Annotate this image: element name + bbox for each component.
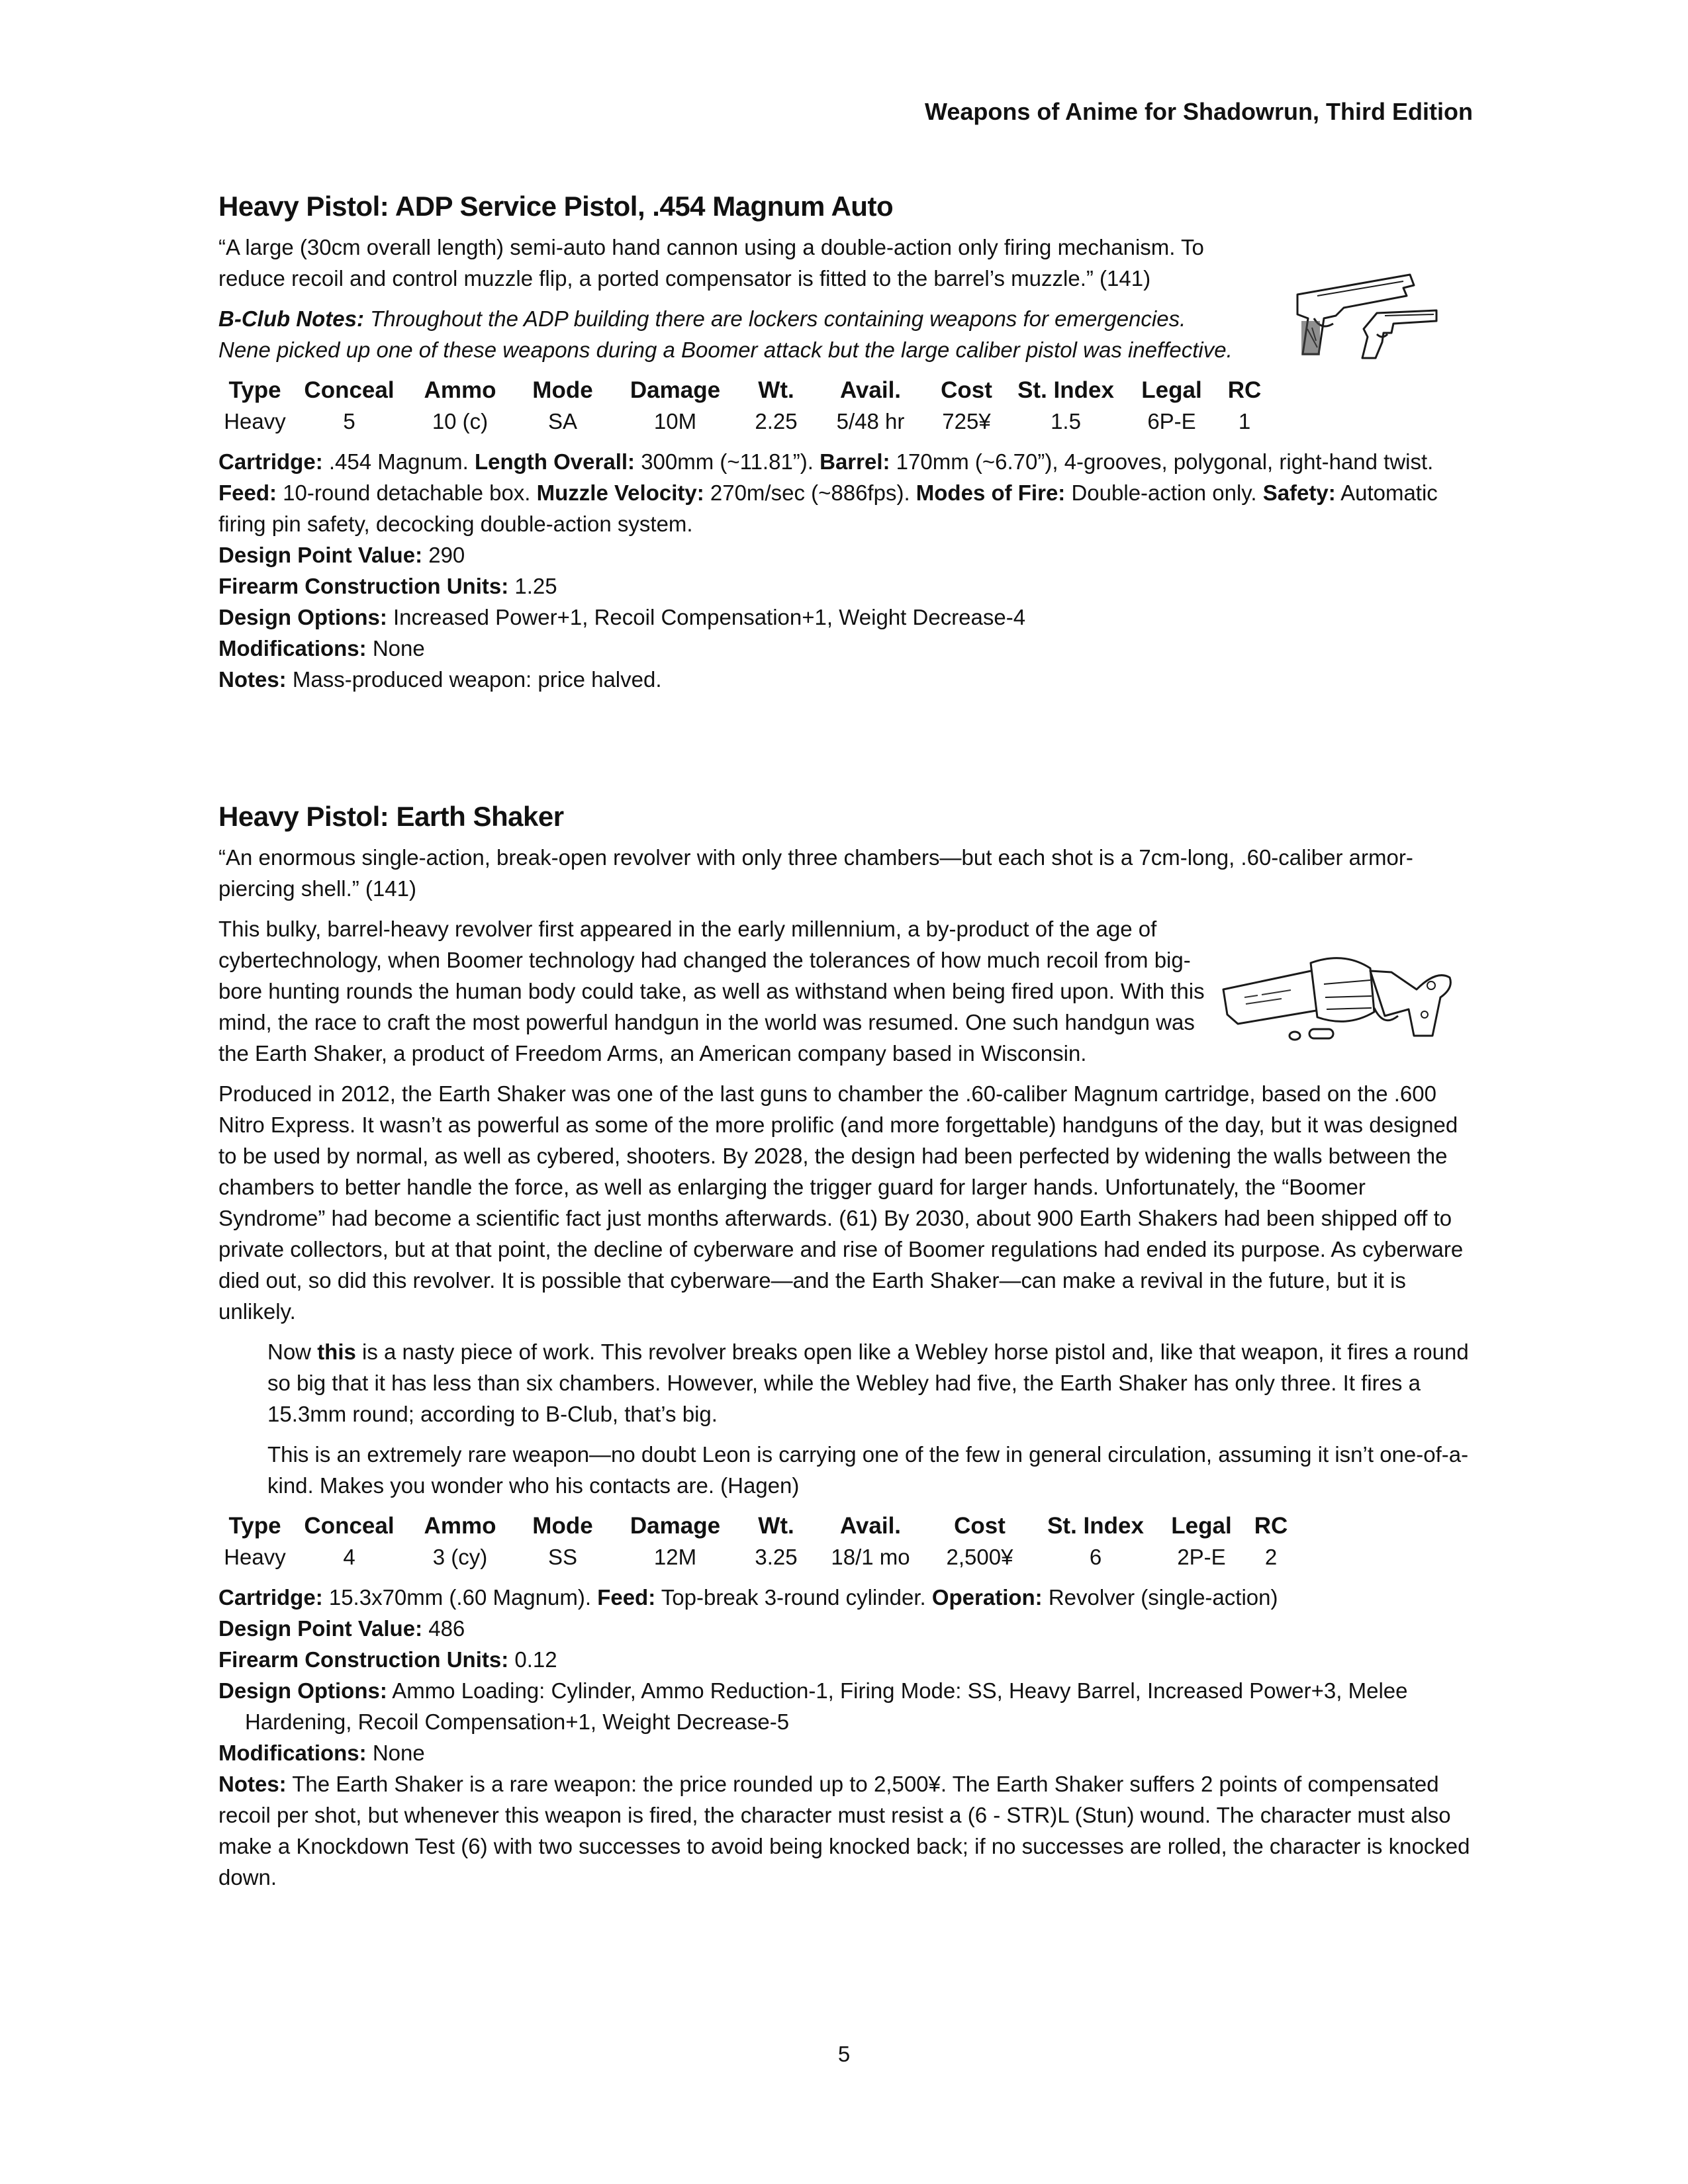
text: Now: [267, 1340, 318, 1364]
stats-header-row: [218, 375, 1271, 406]
label: Length Overall:: [474, 449, 635, 474]
label: Modes of Fire:: [915, 480, 1066, 505]
value: 270m/sec (~886fps).: [704, 480, 916, 505]
cell-ammo: 10 (c): [432, 409, 489, 433]
col-st-index: St. Index: [1017, 377, 1114, 403]
revolver-illustration-icon: [1218, 943, 1456, 1056]
value: Double-action only.: [1065, 480, 1263, 505]
value: 1.25: [508, 574, 557, 598]
quote-paragraph: “An enormous single-action, break-open revolver with only three chambers—but each shot is a 7cm-long, .60-caliber armor-piercing shell.” (141): [218, 845, 1413, 901]
specs-block: [218, 1582, 1476, 1893]
col-legal: Legal: [1171, 1513, 1232, 1539]
col-avail: Avail.: [839, 377, 902, 403]
value: 290: [422, 543, 465, 567]
col-weight: Wt.: [758, 377, 794, 403]
label: Cartridge:: [218, 1585, 323, 1610]
col-avail: Avail.: [839, 1513, 902, 1539]
label: Design Options:: [218, 605, 387, 629]
label: Feed:: [597, 1585, 656, 1610]
col-type: Type: [228, 377, 281, 403]
value: None: [366, 1741, 425, 1765]
col-rc: RC: [1254, 1513, 1288, 1539]
pistol-illustration-icon: [1278, 255, 1443, 374]
spec-modifications: [218, 1737, 1476, 1768]
col-mode: Mode: [532, 1513, 593, 1539]
spec-fcu: [218, 570, 1476, 602]
label: Design Point Value:: [218, 1616, 423, 1641]
section-title: Heavy Pistol: ADP Service Pistol, .454 Magnum Auto: [218, 191, 894, 222]
cell-st-index: 6: [1089, 1545, 1102, 1569]
value: 300mm (~11.81”).: [635, 449, 820, 474]
bclub-notes-paragraph: [218, 303, 1238, 365]
stats-value-row: [218, 1542, 1297, 1572]
label: Modifications:: [218, 1741, 367, 1765]
cell-cost: 2,500¥: [946, 1545, 1013, 1569]
cell-damage: 12M: [653, 1545, 697, 1569]
commentary-paragraph-2: This is an extremely rare weapon—no doubt Leon is carrying one of the few in general circulation, assuming it isn’t one-of-a-kind. Makes you wonder who his contacts are. (Hagen): [267, 1442, 1469, 1498]
value: 170mm (~6.70”), 4-grooves, polygonal, right-hand twist.: [890, 449, 1434, 474]
running-header: Weapons of Anime for Shadowrun, Third Edition: [925, 98, 1473, 125]
emphasis: this: [317, 1340, 356, 1364]
spec-modifications: [218, 633, 1476, 664]
spec-design-options: [218, 1675, 1476, 1737]
cell-mode: SA: [547, 409, 578, 433]
cell-type: Heavy: [224, 1545, 286, 1569]
cell-avail: 18/1 mo: [831, 1545, 910, 1569]
stats-value-row: [218, 406, 1271, 437]
col-damage: Damage: [630, 377, 721, 403]
cell-damage: 10M: [653, 409, 697, 433]
col-st-index: St. Index: [1047, 1513, 1144, 1539]
value: 0.12: [508, 1647, 557, 1672]
spec-design-options: [218, 602, 1476, 633]
specs-block: [218, 446, 1476, 695]
stats-table: [218, 1510, 1297, 1572]
cell-cost: 725¥: [942, 409, 991, 433]
spec-notes: [218, 664, 1476, 695]
label: Operation:: [931, 1585, 1043, 1610]
history-paragraph-2: Produced in 2012, the Earth Shaker was one of the last guns to chamber the .60-caliber Magnum cartridge, based on the .600 Nitro Express. It wasn’t as powerful as some of the more prolific (and more forgettable) handguns of the day, but it was designed to be used by normal, as well as cybered, shooters. By 2028, the design had been perfected by widening the walls between the chambers to better handle the force, as well as enlarging the trigger guard for larger hands. Unfortunately, the “Boomer Syndrome” had become a scientific fact just months afterwards. (61) By 2030, about 900 Earth Shakers had been shipped off to private collectors, but at that point, the decline of cyberware and rise of Boomer regulations had ended its purpose. As cyberware died out, so did this revolver. It is possible that cyberware—and the Earth Shaker—can make a revival in the future, but it is unlikely.: [218, 1081, 1464, 1324]
value: Increased Power+1, Recoil Compensation+1, Weight Decrease-4: [387, 605, 1026, 629]
cell-rc: 2: [1264, 1545, 1278, 1569]
spec-design-point-value: [218, 539, 1476, 570]
cell-st-index: 1.5: [1051, 409, 1081, 433]
cell-mode: SS: [547, 1545, 578, 1569]
cell-ammo: 3 (cy): [432, 1545, 488, 1569]
col-ammo: Ammo: [424, 1513, 496, 1539]
spec-design-point-value: [218, 1613, 1476, 1644]
cell-conceal: 5: [343, 409, 355, 433]
label: Firearm Construction Units:: [218, 574, 509, 598]
value: 10-round detachable box.: [277, 480, 537, 505]
col-cost: Cost: [954, 1513, 1006, 1539]
cell-rc: 1: [1238, 409, 1251, 433]
col-conceal: Conceal: [304, 1513, 395, 1539]
cell-weight: 2.25: [755, 409, 798, 433]
value: Revolver (single-action): [1042, 1585, 1278, 1610]
cell-legal: 2P-E: [1177, 1545, 1226, 1569]
col-weight: Wt.: [758, 1513, 794, 1539]
stats-table: [218, 375, 1271, 437]
label: Design Options:: [218, 1678, 387, 1703]
cell-conceal: 4: [343, 1545, 355, 1569]
value: The Earth Shaker is a rare weapon: the price rounded up to 2,500¥. The Earth Shaker suffers 2 points of compensated recoil per shot, but whenever this weapon is fired, the character must resist a (6 - STR)L (Stun) wound. The character must also make a Knockdown Test (6) with two successes to avoid being knocked back; if no successes are rolled, the character is knocked down.: [218, 1772, 1470, 1889]
spec-notes: [218, 1768, 1476, 1893]
commentary-paragraph-1: [267, 1336, 1470, 1430]
bclub-notes-label: B-Club Notes:: [218, 306, 364, 331]
cell-legal: 6P-E: [1147, 409, 1196, 433]
section-title: Heavy Pistol: Earth Shaker: [218, 801, 564, 832]
value: None: [366, 636, 425, 660]
bclub-notes-text: Throughout the ADP building there are lockers containing weapons for emergencies. Nene picked up one of these weapons during a Boomer attack but the large caliber pistol was ineffective.: [218, 306, 1233, 362]
text: is a nasty piece of work. This revolver breaks open like a Webley horse pistol and, like that weapon, it fires a round so big that it has less than six chambers. However, while the Webley had five, the Earth Shaker has only three. It fires a 15.3mm round; according to B-Club, that’s big.: [267, 1340, 1469, 1426]
col-cost: Cost: [941, 377, 992, 403]
label: Feed:: [218, 480, 277, 505]
label: Cartridge:: [218, 449, 323, 474]
history-text: This bulky, barrel-heavy revolver first appeared in the early millennium, a by-product of the age of cybertechnology, when Boomer technology had changed the tolerances of how much recoil from big-bore hunting rounds the human body could take, as well as withstand when being fired upon. With this mind, the race to craft the most powerful handgun in the world was resumed. One such handgun was the Earth Shaker, a product of Freedom Arms, an American company based in Wisconsin.: [218, 917, 1205, 1066]
cell-weight: 3.25: [755, 1545, 798, 1569]
col-conceal: Conceal: [304, 377, 395, 403]
label: Notes:: [218, 1772, 287, 1796]
col-type: Type: [228, 1513, 281, 1539]
col-legal: Legal: [1141, 377, 1202, 403]
label: Notes:: [218, 667, 287, 692]
col-ammo: Ammo: [424, 377, 496, 403]
value: 486: [422, 1616, 465, 1641]
spec-fcu: [218, 1644, 1476, 1675]
label: Safety:: [1262, 480, 1336, 505]
col-mode: Mode: [532, 377, 593, 403]
spec-cartridge-line: [218, 446, 1476, 539]
col-damage: Damage: [630, 1513, 721, 1539]
cell-avail: 5/48 hr: [836, 409, 905, 433]
label: Design Point Value:: [218, 543, 423, 567]
quote-paragraph: “A large (30cm overall length) semi-auto hand cannon using a double-action only firing mechanism. To reduce recoil and control muzzle flip, a ported compensator is fitted to the barrel’s muzzle.” (141): [218, 235, 1204, 291]
value: Top-break 3-round cylinder.: [655, 1585, 932, 1610]
col-rc: RC: [1227, 377, 1262, 403]
value: Mass-produced weapon: price halved.: [286, 667, 662, 692]
page-number: 5: [837, 2042, 851, 2066]
label: Firearm Construction Units:: [218, 1647, 509, 1672]
value: 15.3x70mm (.60 Magnum).: [322, 1585, 598, 1610]
value: Ammo Loading: Cylinder, Ammo Reduction-1, Firing Mode: SS, Heavy Barrel, Increased Power+3, Melee Hardening, Recoil Compensation+1, Weight Decrease-5: [245, 1678, 1408, 1734]
cell-type: Heavy: [224, 409, 286, 433]
spec-cartridge-line: [218, 1582, 1476, 1613]
label: Muzzle Velocity:: [536, 480, 704, 505]
label: Barrel:: [820, 449, 890, 474]
label: Modifications:: [218, 636, 367, 660]
value: Automatic firing pin safety, decocking double-action system.: [218, 480, 1438, 536]
stats-header-row: [218, 1510, 1297, 1542]
value: .454 Magnum.: [322, 449, 475, 474]
